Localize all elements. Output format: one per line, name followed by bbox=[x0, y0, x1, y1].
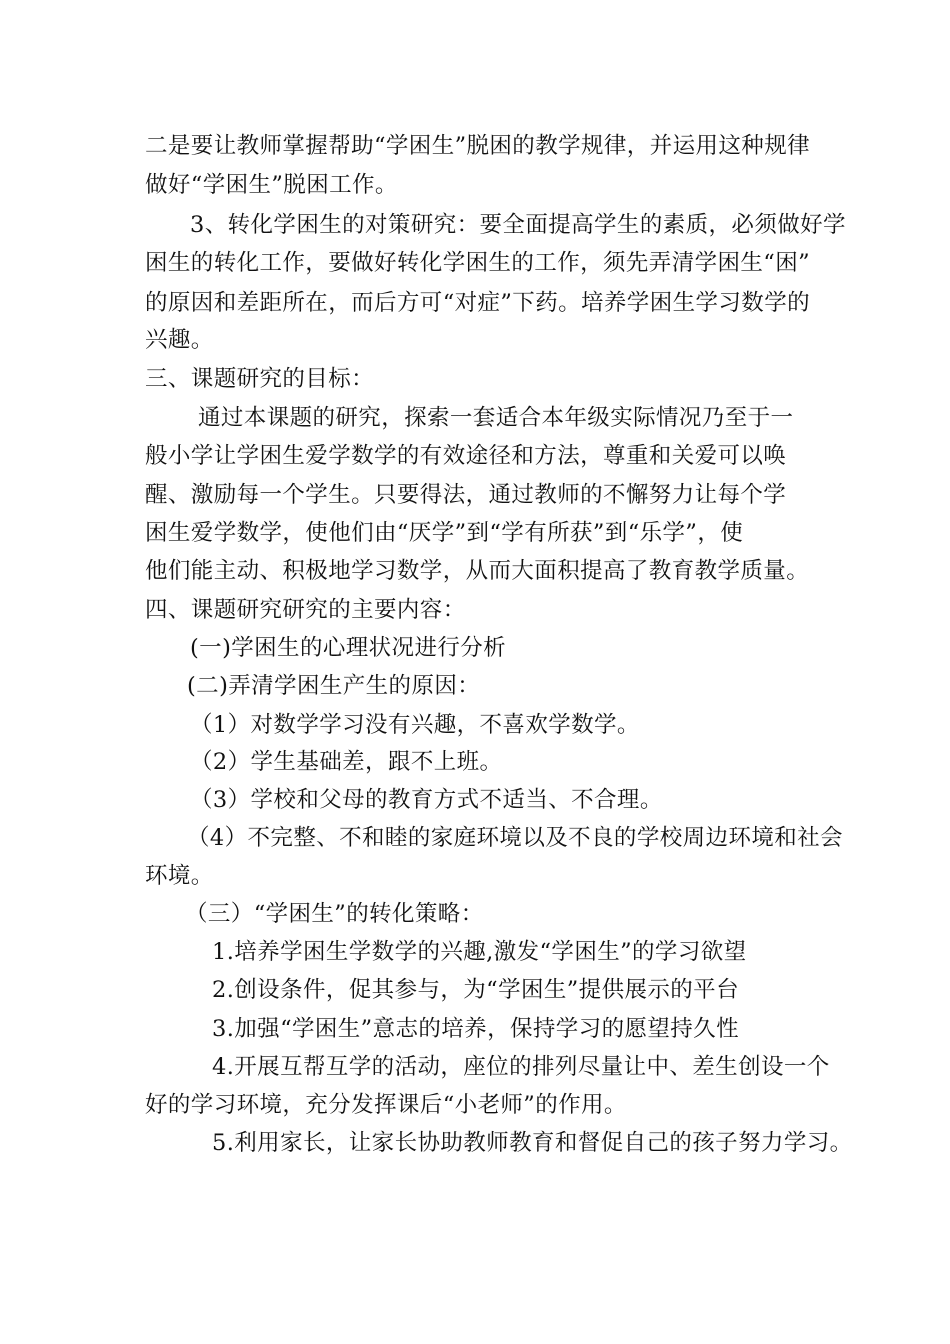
text-line: 3、转化学困生的对策研究：要全面提高学生的素质，必须做好学 bbox=[190, 212, 846, 238]
text-line: 通过本课题的研究，探索一套适合本年级实际情况乃至于一 bbox=[198, 405, 794, 431]
subsection-heading: （三）“学困生”的转化策略： bbox=[185, 901, 484, 927]
list-item: 1.培养学困生学数学的兴趣,激发“学困生”的学习欲望 bbox=[212, 939, 747, 965]
text-line: 的原因和差距所在，而后方可“对症”下药。培养学困生学习数学的 bbox=[145, 290, 811, 316]
list-item: 5.利用家长，让家长协助教师教育和督促自己的孩子努力学习。 bbox=[212, 1130, 853, 1156]
text-line: 兴趣。 bbox=[145, 327, 214, 353]
text-line: 困生的转化工作，要做好转化学困生的工作，须先弄清学困生“困” bbox=[145, 250, 811, 276]
list-item: 3.加强“学困生”意志的培养，保持学习的愿望持久性 bbox=[212, 1016, 739, 1042]
section-heading: 四、课题研究研究的主要内容： bbox=[145, 597, 466, 623]
list-item: （3）学校和父母的教育方式不适当、不合理。 bbox=[190, 787, 663, 813]
text-line: 般小学让学困生爱学数学的有效途径和方法，尊重和关爱可以唤 bbox=[145, 443, 787, 469]
text-line: 醒、激励每一个学生。只要得法，通过教师的不懈努力让每个学 bbox=[145, 482, 787, 508]
list-item: 4.开展互帮互学的活动，座位的排列尽量让中、差生创设一个 bbox=[212, 1054, 830, 1080]
list-item: 2.创设条件，促其参与，为“学困生”提供展示的平台 bbox=[212, 977, 739, 1003]
list-item: （1）对数学学习没有兴趣，不喜欢学数学。 bbox=[190, 712, 640, 738]
subsection-heading: (一)学困生的心理状况进行分析 bbox=[190, 635, 507, 661]
text-line: 二是要让教师掌握帮助“学困生”脱困的教学规律，并运用这种规律 bbox=[145, 133, 811, 159]
text-line: 环境。 bbox=[145, 863, 214, 889]
text-line: 好的学习环境，充分发挥课后“小老师”的作用。 bbox=[145, 1092, 627, 1118]
subsection-heading: (二)弄清学困生产生的原因： bbox=[187, 673, 481, 699]
list-item: （4）不完整、不和睦的家庭环境以及不良的学校周边环境和社会 bbox=[187, 825, 843, 851]
text-line: 困生爱学数学，使他们由“厌学”到“学有所获”到“乐学”，使 bbox=[145, 520, 744, 546]
section-heading: 三、课题研究的目标： bbox=[145, 366, 375, 392]
text-line: 他们能主动、积极地学习数学，从而大面积提高了教育教学质量。 bbox=[145, 558, 810, 584]
list-item: （2）学生基础差，跟不上班。 bbox=[190, 749, 503, 775]
text-line: 做好“学困生”脱困工作。 bbox=[145, 172, 398, 198]
